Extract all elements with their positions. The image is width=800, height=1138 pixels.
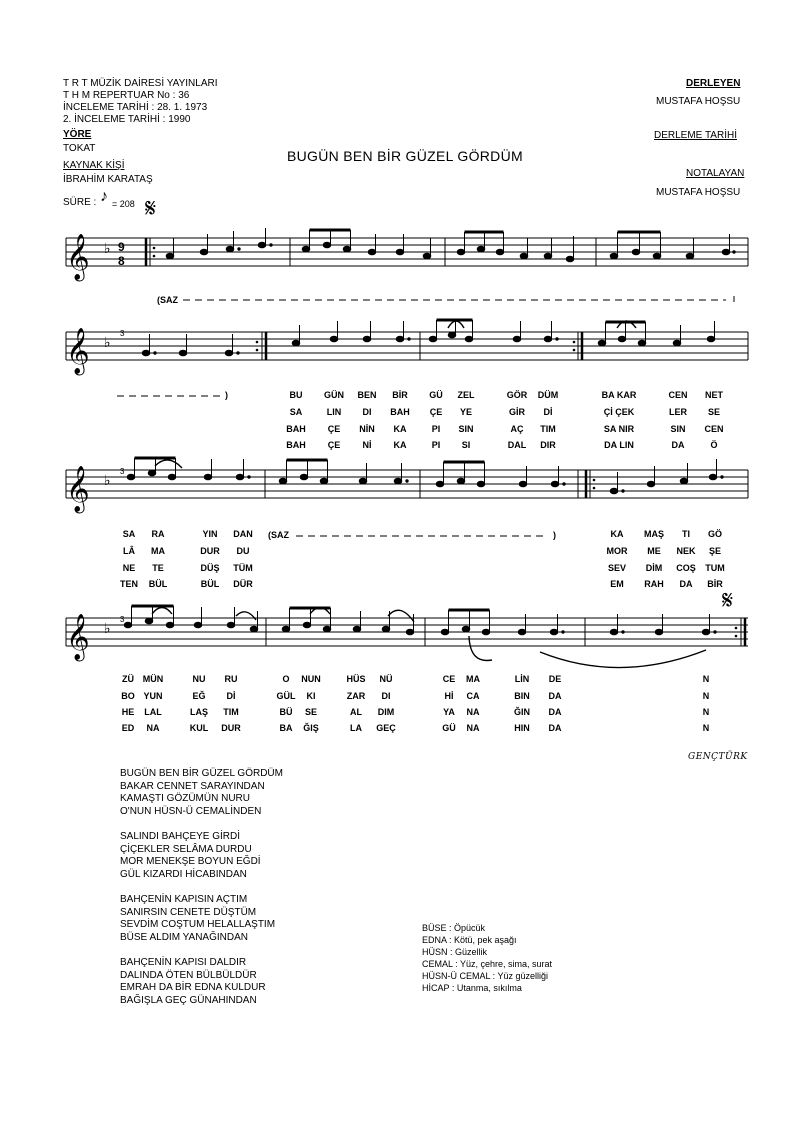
treble-clef-icon: 𝄞 (66, 614, 90, 660)
header-line-3: İNCELEME TARİHİ : 28. 1. 1973 (63, 102, 208, 113)
transcriber-signature: GENÇTÜRK (688, 752, 748, 762)
stanza-4: BAHÇENİN KAPISI DALDIR DALINDA ÖTEN BÜLBÜLDÜR EMRAH DA BİR EDNA KULDUR BAĞIŞLA GEÇ GÜNAHINDAN (120, 957, 266, 1006)
saz-label-1: (SAZ (157, 295, 178, 305)
saz-dash-line-1 (0, 296, 800, 304)
notalayan-label: NOTALAYAN (686, 168, 745, 179)
flat-icon: ♭ (104, 621, 111, 637)
flat-icon: ♭ (104, 473, 111, 489)
treble-clef-icon: 𝄞 (66, 466, 90, 512)
glossary-item: HİCAP : Utanma, sıkılma (422, 983, 522, 993)
staff-system-3 (0, 456, 800, 526)
notalayan-value: MUSTAFA HOŞSU (656, 187, 741, 198)
stanza-2: SALINDI BAHÇEYE GİRDİ ÇİÇEKLER SELÂMA DURDU MOR MENEKŞE BOYUN EĞDİ GÜL KIZARDI HİCABINDAN (120, 831, 261, 880)
staff-system-2 (0, 318, 800, 388)
svg-text:3: 3 (120, 615, 125, 624)
staff-system-4 (0, 604, 800, 684)
segno-icon-end: 𝄋 (722, 586, 734, 616)
glossary-item: HÜSN : Güzellik (422, 947, 488, 957)
header-line-4: 2. İNCELEME TARİHİ : 1990 (63, 114, 191, 125)
header-line-2: T H M REPERTUAR No : 36 (63, 90, 190, 101)
derleme-tarihi-label: DERLEME TARİHİ (654, 130, 737, 141)
flat-icon: ♭ (104, 241, 111, 257)
yore-label: YÖRE (63, 129, 92, 140)
saz-close-1: ) (225, 390, 228, 400)
eighth-note-icon: ♪ (100, 188, 108, 205)
header-line-1: T R T MÜZİK DAİRESİ YAYINLARI (63, 78, 218, 89)
song-title: BUGÜN BEN BİR GÜZEL GÖRDÜM (287, 148, 523, 164)
glossary-item: HÜSN-Ü CEMAL : Yüz güzelliği (422, 971, 549, 981)
treble-clef-icon: 𝄞 (66, 234, 90, 280)
flat-icon: ♭ (104, 335, 111, 351)
saz-label-2: (SAZ (268, 530, 289, 540)
glossary-item: CEMAL : Yüz, çehre, sima, surat (422, 959, 553, 969)
yore-value: TOKAT (63, 143, 96, 154)
kaynak-value: İBRAHİM KARATAŞ (63, 174, 153, 185)
stanza-3: BAHÇENİN KAPISIN AÇTIM SANIRSIN CENETE DÜŞTÜM SEVDİM COŞTUM HELALLAŞTIM BÜSE ALDIM YANAĞINDAN (120, 894, 276, 943)
saz-dash-line-3 (0, 532, 800, 540)
stanza-1: BUGÜN BEN BİR GÜZEL GÖRDÜM BAKAR CENNET SARAYINDAN KAMAŞTI GÖZÜMÜN NURU O'NUN HÜSN-Ü CEMALİNDEN (120, 768, 283, 817)
staff-system-1 (0, 228, 800, 298)
glossary (422, 922, 552, 994)
sure-value: = 208 (112, 199, 135, 209)
saz-close-2: ) (553, 530, 556, 540)
glossary-item: EDNA : Kötü, pek aşağı (422, 935, 517, 945)
svg-text:9: 9 (118, 240, 125, 254)
sure-label: SÜRE : (63, 197, 97, 208)
derleyen-label: DERLEYEN (686, 78, 741, 89)
svg-text:3: 3 (120, 329, 125, 338)
segno-icon: 𝄋 (145, 194, 157, 224)
treble-clef-icon: 𝄞 (66, 328, 90, 374)
svg-text:3: 3 (120, 467, 125, 476)
lyrics-block (120, 768, 283, 1020)
derleyen-value: MUSTAFA HOŞSU (656, 96, 741, 107)
glossary-item: BÜSE : Öpücük (422, 923, 486, 933)
svg-text:8: 8 (118, 254, 125, 268)
kaynak-label: KAYNAK KİŞİ (63, 160, 125, 171)
